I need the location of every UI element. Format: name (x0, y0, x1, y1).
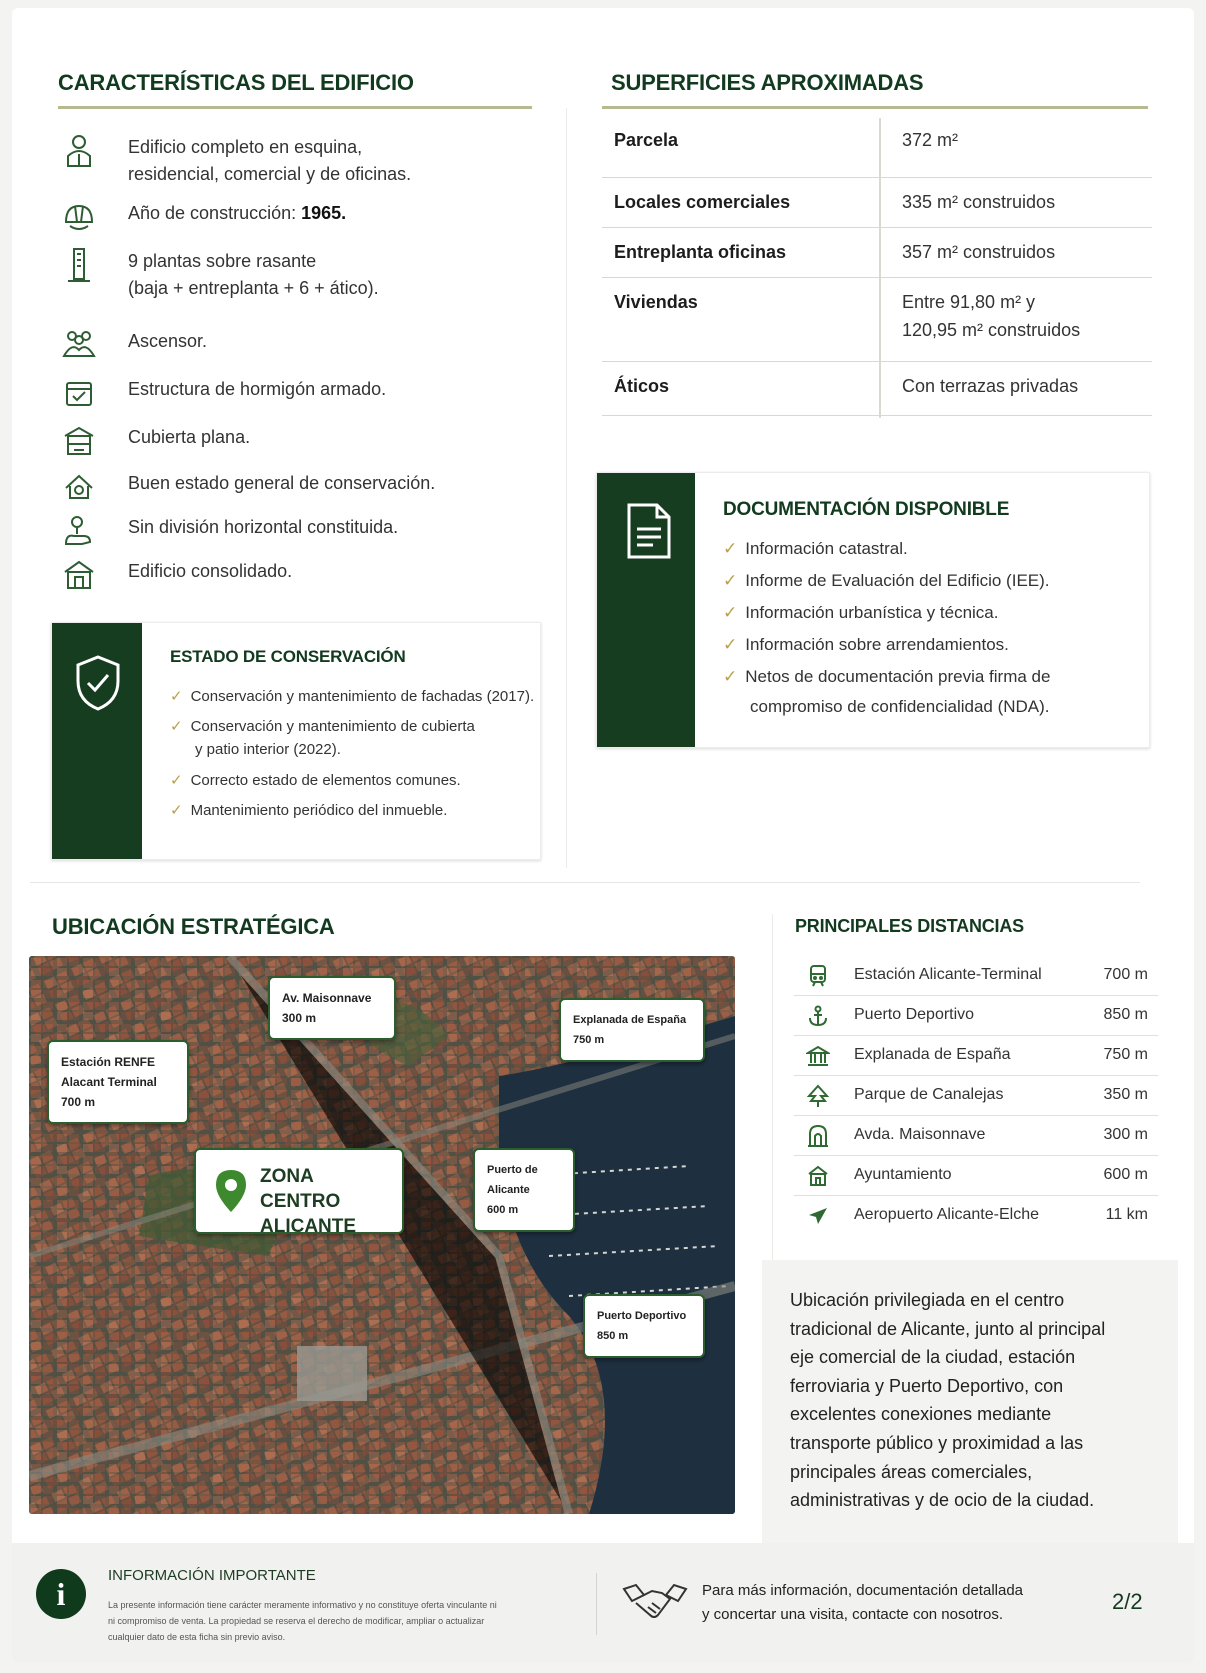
monument-icon (806, 1044, 830, 1068)
house-tree-icon (60, 468, 98, 506)
page-number: 2/2 (1112, 1589, 1143, 1614)
building-person-icon (60, 132, 98, 170)
documentation-card (596, 472, 1150, 748)
distance-value: 300 m (1103, 1126, 1148, 1143)
footer (12, 1543, 1194, 1663)
feature-text: Sin división horizontal constituida. (128, 517, 399, 537)
distance-value: 700 m (1103, 966, 1148, 983)
distance-value: 750 m (1103, 1046, 1148, 1063)
location-description: Ubicación privilegiada en el centro tradicional de Alicante, junto al principal eje comercial de la ciudad, estación ferroviaria y Puerto Deportivo, con excelentes conexiones mediante transporte público y proximidad a las principales áreas comerciales, administrativas y de ocio de la ciudad. (790, 1290, 1106, 1511)
feature-text: 9 plantas sobre rasante (128, 251, 317, 271)
construction-year: 1965. (301, 203, 347, 223)
feature-item (60, 422, 530, 456)
distance-row (794, 1036, 1158, 1076)
distance-name: Avda. Maisonnave (854, 1126, 986, 1143)
feature-item (60, 468, 530, 502)
conservation-band (52, 623, 142, 859)
features-title: CARACTERÍSTICAS DEL EDIFICIO (58, 70, 414, 95)
features-rule (58, 106, 532, 109)
page (12, 8, 1194, 1663)
conservation-card (51, 622, 541, 860)
distance-row (794, 956, 1158, 996)
feature-item (60, 198, 530, 234)
feature-item (60, 556, 530, 590)
documentation-item: ✓ Netos de documentación previa firma de (723, 667, 1051, 686)
feature-text: Cubierta plana. (128, 427, 251, 447)
distance-name: Estación Alicante-Terminal (854, 966, 1042, 983)
concrete-structure-icon (60, 374, 98, 412)
distance-value: 850 m (1103, 1006, 1148, 1023)
distance-name: Parque de Canalejas (854, 1086, 1004, 1103)
map-label-puerto-alicante: Puerto de Alicante 600 m (473, 1148, 575, 1232)
location-pin-icon (214, 1168, 248, 1214)
conservation-item: ✓ Mantenimiento periódico del inmueble. (170, 802, 448, 819)
distance-row (794, 996, 1158, 1036)
feature-text: Edificio consolidado. (128, 561, 293, 581)
contact-text: Para más información, documentación detallada y concertar una visita, contacte con nosotros. (702, 1582, 1024, 1623)
distance-row (794, 1116, 1158, 1156)
feature-text: Estructura de hormigón armado. (128, 379, 387, 399)
document-icon (625, 501, 673, 561)
surface-label: Áticos (614, 376, 670, 396)
aerial-map[interactable] (29, 956, 735, 1514)
feature-item (60, 512, 530, 546)
documentation-item: ✓ Informe de Evaluación del Edificio (IEE). (723, 571, 1050, 590)
distance-name: Explanada de España (854, 1046, 1011, 1063)
documentation-item-cont: compromiso de confidencialidad (NDA). (750, 697, 1050, 716)
surface-label: Parcela (614, 130, 679, 150)
location-description-box (762, 1260, 1178, 1546)
feature-text: (baja + entreplanta + 6 + ático). (128, 278, 379, 298)
distance-name: Ayuntamiento (854, 1166, 952, 1183)
hand-key-icon (60, 512, 98, 550)
elevator-people-icon (60, 326, 98, 364)
feature-text: Ascensor. (128, 331, 208, 351)
feature-item (60, 246, 530, 300)
zone-center-label: ZONA CENTRO ALICANTE (194, 1148, 404, 1234)
documentation-item: ✓ Información sobre arrendamientos. (723, 635, 1009, 654)
surface-label: Locales comerciales (614, 192, 791, 212)
town-hall-icon (806, 1164, 830, 1188)
surface-value: Entre 91,80 m² y 120,95 m² construidos (902, 292, 1081, 340)
documentation-item: ✓ Información urbanística y técnica. (723, 603, 999, 622)
column-divider (566, 108, 567, 868)
surface-row (602, 362, 1152, 416)
distance-name: Aeropuerto Alicante-Elche (854, 1206, 1039, 1223)
map-label-puerto-deportivo: Puerto Deportivo 850 m (583, 1294, 705, 1358)
conservation-item: ✓ Conservación y mantenimiento de cubierta (170, 718, 475, 735)
feature-item (60, 326, 530, 360)
location-title: UBICACIÓN ESTRATÉGICA (52, 914, 335, 939)
train-icon (806, 964, 830, 988)
surface-value: 372 m² (902, 130, 959, 150)
feature-item (60, 374, 530, 408)
conservation-item: ✓ Conservación y mantenimiento de fachadas (2017). (170, 688, 535, 705)
documentation-band (597, 473, 695, 747)
distance-row (794, 1196, 1158, 1236)
feature-text: Buen estado general de conservación. (128, 473, 436, 493)
distance-row (794, 1156, 1158, 1196)
tree-icon (806, 1084, 830, 1108)
tower-icon (60, 246, 98, 284)
surface-row (602, 228, 1152, 278)
distance-value: 600 m (1103, 1166, 1148, 1183)
feature-text: Edificio completo en esquina, (128, 137, 363, 157)
conservation-item: ✓ Correcto estado de elementos comunes. (170, 772, 461, 789)
info-icon: i (36, 1569, 86, 1619)
info-title: INFORMACIÓN IMPORTANTE (108, 1567, 316, 1584)
surfaces-column-divider (879, 118, 881, 418)
shield-check-icon (72, 653, 124, 713)
surface-value: 357 m² construidos (902, 242, 1056, 262)
distances-title: PRINCIPALES DISTANCIAS (795, 916, 1024, 936)
surfaces-title: SUPERFICIES APROXIMADAS (611, 70, 924, 95)
map-label-renfe: Estación RENFE Alacant Terminal 700 m (47, 1040, 189, 1124)
surface-label: Viviendas (614, 292, 698, 312)
feature-text: Año de construcción: (128, 203, 302, 223)
surface-value: 335 m² construidos (902, 192, 1056, 212)
feature-item (60, 132, 530, 186)
plane-icon (806, 1204, 830, 1228)
surface-row (602, 108, 1152, 178)
distance-name: Puerto Deportivo (854, 1006, 975, 1023)
info-text: La presente información tiene carácter meramente informativo y no constituye oferta vinculante ni ni compromiso de venta. La propiedad se reserva el derecho de modificar, ampliar o actualizar cualquier dato de esta ficha sin previo aviso. (108, 1600, 497, 1642)
hard-hat-icon (60, 198, 98, 236)
anchor-icon (806, 1004, 830, 1028)
surface-row (602, 278, 1152, 362)
distance-value: 11 km (1105, 1206, 1148, 1223)
documentation-item: ✓ Información catastral. (723, 539, 908, 558)
arch-icon (806, 1124, 830, 1148)
map-label-explanada: Explanada de España 750 m (559, 998, 705, 1062)
distance-row (794, 1076, 1158, 1116)
section-divider (30, 882, 1140, 883)
footer-divider (596, 1573, 597, 1635)
feature-text: residencial, comercial y de oficinas. (128, 164, 412, 184)
conservation-title: ESTADO DE CONSERVACIÓN (170, 647, 406, 666)
consolidated-building-icon (60, 556, 98, 594)
surface-value: Con terrazas privadas (902, 376, 1079, 396)
surface-label: Entreplanta oficinas (614, 242, 787, 262)
distance-value: 350 m (1103, 1086, 1148, 1103)
conservation-item-cont: y patio interior (2022). (195, 741, 341, 758)
handshake-icon (622, 1579, 688, 1625)
documentation-title: DOCUMENTACIÓN DISPONIBLE (723, 499, 1010, 520)
map-label-maisonnave: Av. Maisonnave 300 m (268, 976, 396, 1040)
surface-row (602, 178, 1152, 228)
flat-roof-icon (60, 422, 98, 460)
